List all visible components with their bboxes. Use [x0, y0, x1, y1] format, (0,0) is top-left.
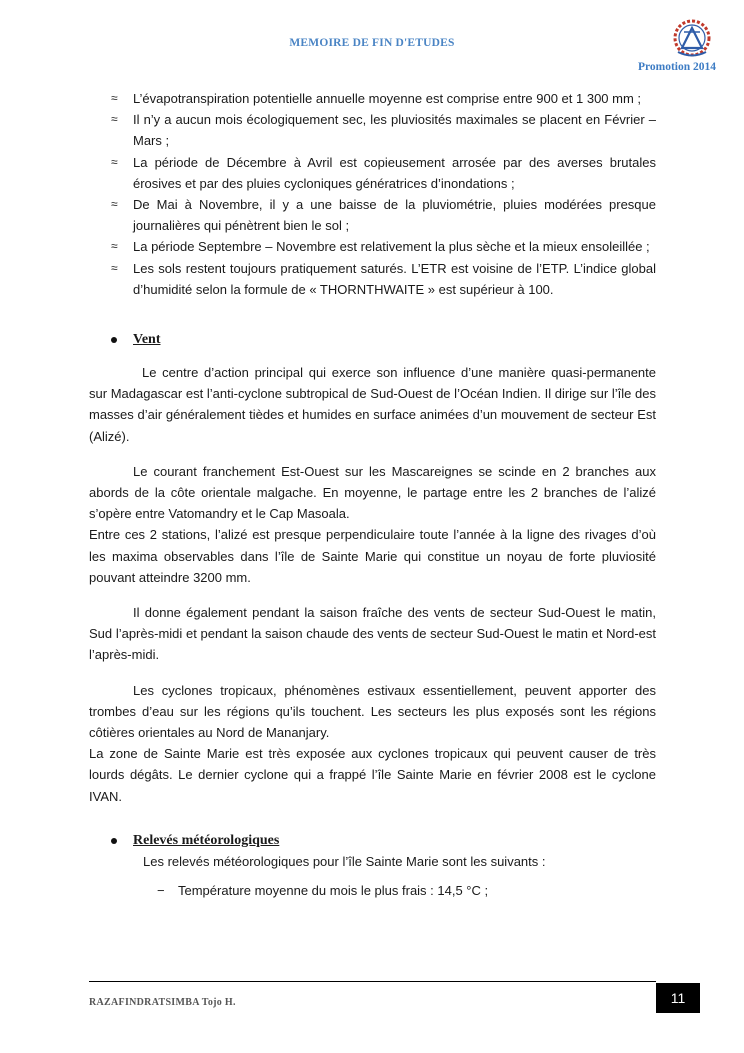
section-heading-vent: Vent	[89, 330, 656, 350]
list-item: ≈ Il n’y a aucun mois écologiquement sec, les pluviosités maximales se placent en Février –Mars ;	[89, 109, 656, 151]
list-item: ≈ Les sols restent toujours pratiquement saturés. L’ETR est voisine de l’ETP. L’indice global d’humidité selon la formule de « THORNTHWAITE » est supérieur à 100.	[89, 258, 656, 300]
dash-bullet-icon: −	[157, 883, 165, 899]
page-number: 11	[656, 983, 700, 1013]
paragraph: Le centre d’action principal qui exerce son influence d’une manière quasi-permanente sur Madagascar est l’anti-cyclone subtropical de Sud-Ouest de l’Océan Indien. Il dirige sur l’île des masses d’air généralement tièdes et humides en surface animées d’un mouvement de secteur Est (Alizé).	[89, 365, 656, 444]
approx-bullet-icon: ≈	[111, 91, 118, 105]
paragraph: Il donne également pendant la saison fraîche des vents de secteur Sud-Ouest le matin, Sud l’après-midi et pendant la saison chaude des vents de secteur Sud-Ouest le matin et Nord-est l’après-midi.	[89, 605, 656, 663]
list-item: ≈ L’évapotranspiration potentielle annuelle moyenne est comprise entre 900 et 1 300 mm ;	[89, 88, 656, 109]
promotion-logo-icon	[668, 18, 716, 62]
approx-bullet-icon: ≈	[111, 112, 118, 127]
list-item: ≈ La période Septembre – Novembre est relativement la plus sèche et la mieux ensoleillée ;	[89, 236, 656, 257]
bullet-dot-icon	[111, 337, 117, 343]
list-item: − Température moyenne du mois le plus frais : 14,5 °C ;	[89, 880, 656, 901]
promotion-label: Promotion 2014	[637, 61, 716, 73]
footer-divider	[89, 981, 656, 982]
footer-author: RAZAFINDRATSIMBA Tojo H.	[89, 997, 236, 1008]
paragraph: Le courant franchement Est-Ouest sur les Mascareignes se scinde en 2 branches aux abords de la côte orientale malgache. En moyenne, le partage entre les 2 branches de l’alizé s’opère entre Vatomandry et le Cap Masoala.	[89, 463, 656, 522]
approx-bullet-icon: ≈	[111, 154, 118, 169]
approx-bullet-icon: ≈	[111, 260, 118, 275]
releves-intro: Les relevés météorologiques pour l’île Sainte Marie sont les suivants :	[143, 853, 546, 869]
paragraph: Entre ces 2 stations, l’alizé est presque perpendiculaire toute l’année à la ligne des rivages d’où les maxima observables dans l’île de Sainte Marie qui constitue un noyau de forte pluviosité pouvant atteindre 3200 mm.	[89, 527, 656, 585]
approx-bullet-icon: ≈	[111, 197, 118, 212]
approx-bullet-icon: ≈	[111, 239, 118, 254]
climate-bullet-list	[89, 88, 656, 300]
main-content	[89, 88, 656, 901]
bullet-dot-icon	[111, 838, 117, 844]
header-title: MEMOIRE DE FIN D'ETUDES	[289, 37, 455, 49]
paragraph: La zone de Sainte Marie est très exposée aux cyclones tropicaux qui peuvent causer de très lourds dégâts. Le dernier cyclone qui a frappé l’île Sainte Marie en février 2008 est le cyclone IVAN.	[89, 746, 656, 804]
paragraph: Les cyclones tropicaux, phénomènes estivaux essentiellement, peuvent apporter des trombes d’eau sur les régions qu’ils touchent. Les secteurs les plus exposés sont les régions côtières orientales au Nord de Mananjary.	[89, 682, 656, 741]
list-item: ≈ De Mai à Novembre, il y a une baisse de la pluviométrie, pluies modérées presque journalières qui pénètrent bien le sol ;	[89, 194, 656, 236]
section-heading-releves: Relevés météorologiques	[89, 831, 656, 851]
list-item: ≈ La période de Décembre à Avril est copieusement arrosée par des averses brutales érosives et par des pluies cycloniques génératrices d’inondations ;	[89, 152, 656, 194]
